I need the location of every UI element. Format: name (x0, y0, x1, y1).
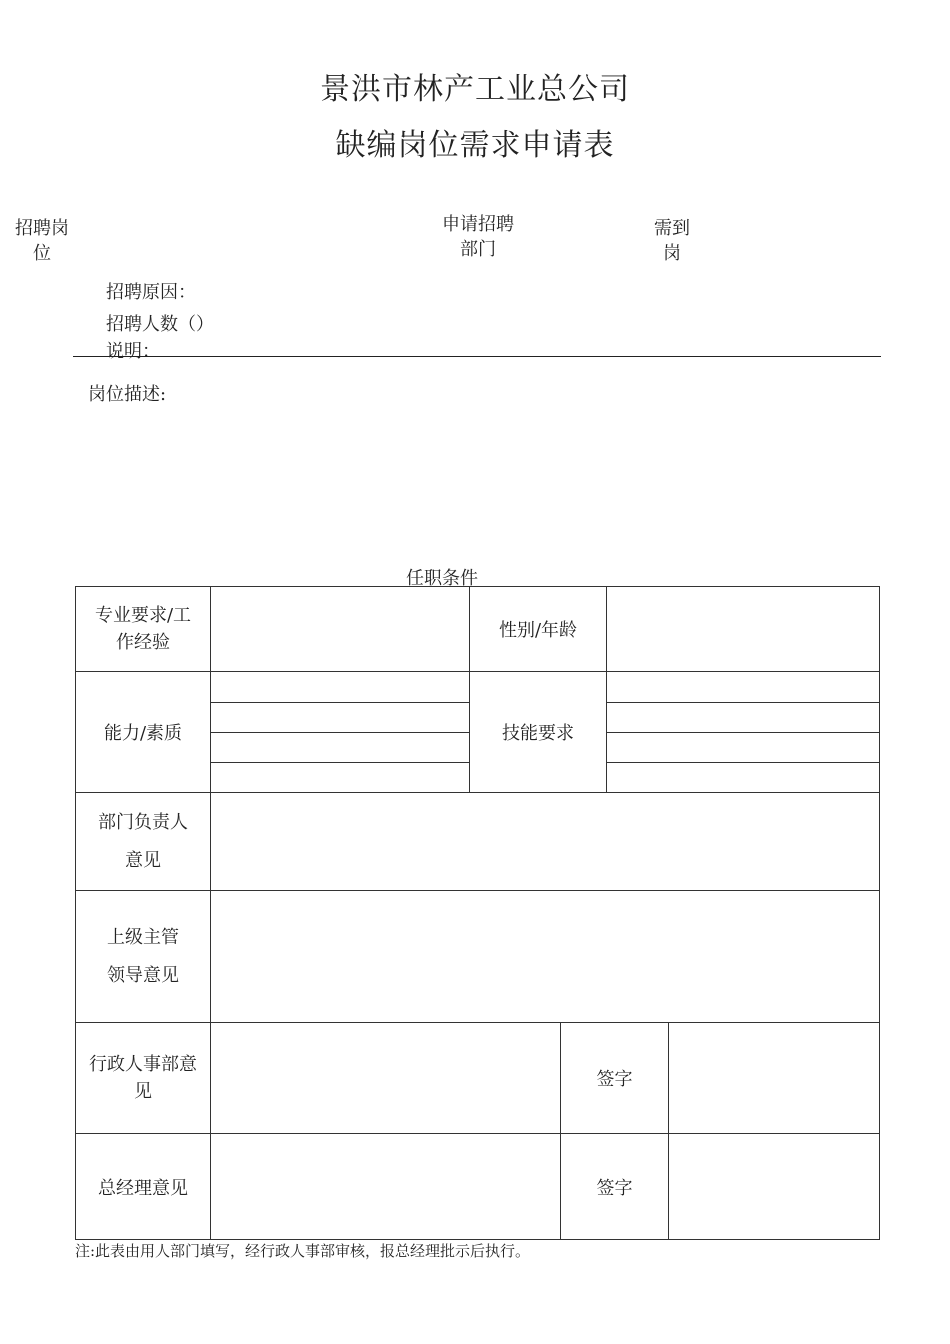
hr-dept-opinion-cell[interactable] (211, 1023, 561, 1134)
gm-opinion-cell[interactable] (211, 1134, 561, 1240)
ability-line[interactable] (211, 673, 469, 703)
arrival-label: 需到 岗 (654, 218, 690, 264)
count-label: 招聘人数（） (106, 314, 214, 335)
ability-line[interactable] (211, 762, 469, 792)
ability-line[interactable] (211, 732, 469, 762)
hr-signature-cell[interactable] (669, 1023, 880, 1134)
major-input-cell[interactable] (211, 587, 470, 672)
position-label: 招聘岗 位 (15, 218, 69, 264)
hr-dept-label: 行政人事部意 见 (76, 1023, 211, 1134)
skill-line[interactable] (607, 702, 879, 732)
footer-note: 注:此表由用人部门填写，经行政人事部审核，报总经理批示后执行。 (75, 1242, 531, 1260)
skill-line[interactable] (607, 732, 879, 762)
superior-label: 上级主管 领导意见 (76, 891, 211, 1023)
gm-signature-cell[interactable] (669, 1134, 880, 1240)
skill-line[interactable] (607, 673, 879, 703)
job-description-label: 岗位描述: (88, 384, 167, 405)
gm-signature-label: 签字 (561, 1134, 669, 1240)
gender-age-input-cell[interactable] (607, 587, 880, 672)
form-title: 缺编岗位需求申请表 (335, 128, 615, 163)
explain-label: 说明： (106, 341, 160, 362)
requirements-table (75, 586, 880, 1240)
ability-line[interactable] (211, 702, 469, 732)
ability-label: 能力/素质 (76, 672, 211, 793)
dept-label: 申请招聘 部门 (442, 214, 514, 260)
skill-label: 技能要求 (470, 672, 607, 793)
skill-input-cell (607, 672, 880, 793)
reason-label: 招聘原因： (106, 282, 196, 303)
dept-head-opinion-cell[interactable] (211, 793, 880, 891)
divider (73, 356, 881, 357)
hr-signature-label: 签字 (561, 1023, 669, 1134)
major-label: 专业要求/工 作经验 (76, 587, 211, 672)
requirements-title: 任职条件 (406, 568, 478, 589)
dept-head-label: 部门负责人 意见 (76, 793, 211, 891)
gender-age-label: 性别/年龄 (470, 587, 607, 672)
company-name: 景洪市林产工业总公司 (320, 72, 630, 107)
ability-input-cell (211, 672, 470, 793)
skill-line[interactable] (607, 762, 879, 792)
gm-label: 总经理意见 (76, 1134, 211, 1240)
superior-opinion-cell[interactable] (211, 891, 880, 1023)
